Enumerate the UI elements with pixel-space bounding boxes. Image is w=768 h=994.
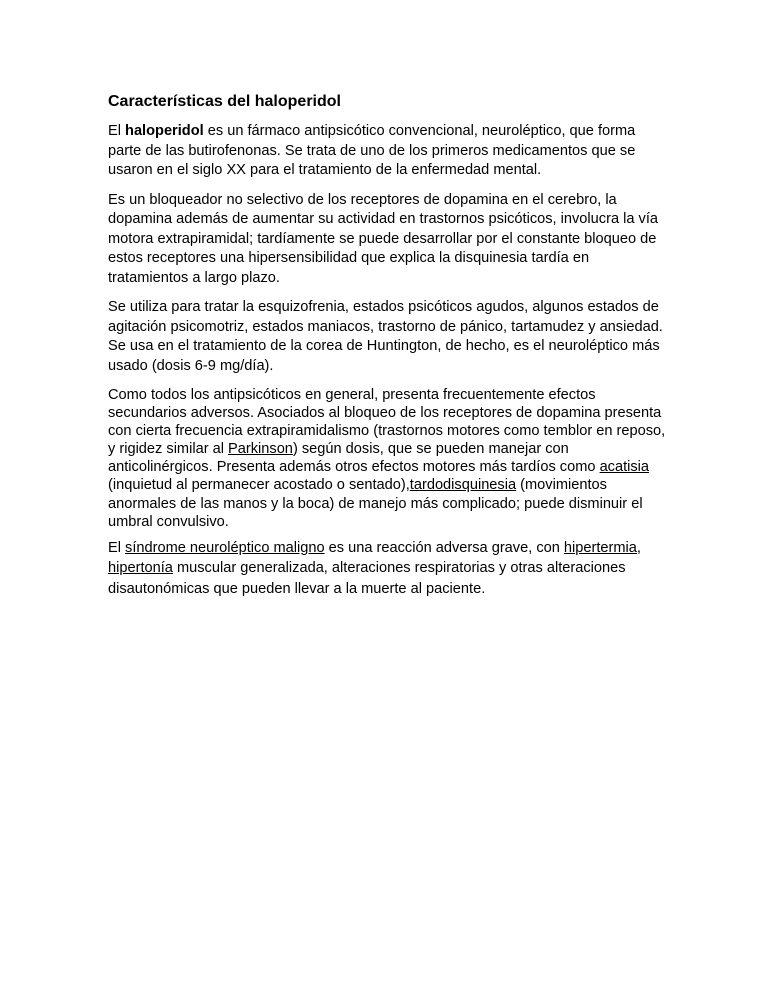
paragraph-nms [108,538,668,600]
paragraph-adverse-effects [108,386,668,531]
bold-term-haloperidol: haloperidol [125,123,204,139]
link-hipertonia[interactable]: hipertonía [108,560,173,577]
link-acatisia[interactable]: acatisia [599,459,650,476]
text-segment: es un fármaco antipsicótico convencional, neuroléptico, que forma parte de las butirofenonas. Se trata de uno de los primeros medicamentos que se usaron en el siglo XX para el tratamiento de la enfermedad mental. [108,123,636,178]
text-segment: ) según dosis, que se pueden manejar con anticolinérgicos. Presenta además otros efectos motores más tardíos como [108,441,600,476]
link-sindrome-neuroleptico-maligno[interactable]: síndrome neuroléptico maligno [125,539,325,556]
document-body [108,92,668,599]
text-segment: El [108,539,126,556]
text-segment: muscular generalizada, alteraciones respiratorias y otras alteraciones disautonómicas que pueden llevar a la muerte al paciente. [108,560,626,597]
paragraph-mechanism: Es un bloqueador no selectivo de los receptores de dopamina en el cerebro, la dopamina además de aumentar su actividad en trastornos psicóticos, involucra la vía motora extrapiramidal; tardíamente se puede desarrollar por el constante bloqueo de estos receptores una hipersensibilidad que explica la disquinesia tardía en tratamientos a largo plazo. [108,191,658,286]
text-segment: (inquietud al permanecer acostado o sentado), [108,477,410,494]
text-segment: , [636,539,641,556]
link-hipertermia[interactable]: hipertermia [563,539,637,556]
text-segment: es una reacción adversa grave, con [324,539,564,556]
document-title: Características del haloperidol [108,93,341,110]
text-segment: El [108,123,126,139]
link-parkinson[interactable]: Parkinson [228,441,293,458]
paragraph-uses: Se utiliza para tratar la esquizofrenia, estados psicóticos agudos, algunos estados de agitación psicomotriz, estados maniacos, trastorno de pánico, tartamudez y ansiedad. Se usa en el tratamiento de la corea de Huntington, de hecho, es el neuroléptico más usado (dosis 6-9 mg/día). [108,299,663,374]
text-segment: Como todos los antipsicóticos en general, presenta frecuentemente efectos secundarios adversos. Asociados al bloqueo de los receptores de dopamina presenta con cierta frecuencia extrapiramidalismo (trastornos motores como temblor en reposo, y rigidez similar al [108,387,666,458]
text-segment: (movimientos anormales de las manos y la boca) de manejo más complicado; puede disminuir el umbral convulsivo. [108,477,643,530]
paragraph-intro [108,122,668,181]
link-tardodisquinesia[interactable]: tardodisquinesia [409,477,517,494]
